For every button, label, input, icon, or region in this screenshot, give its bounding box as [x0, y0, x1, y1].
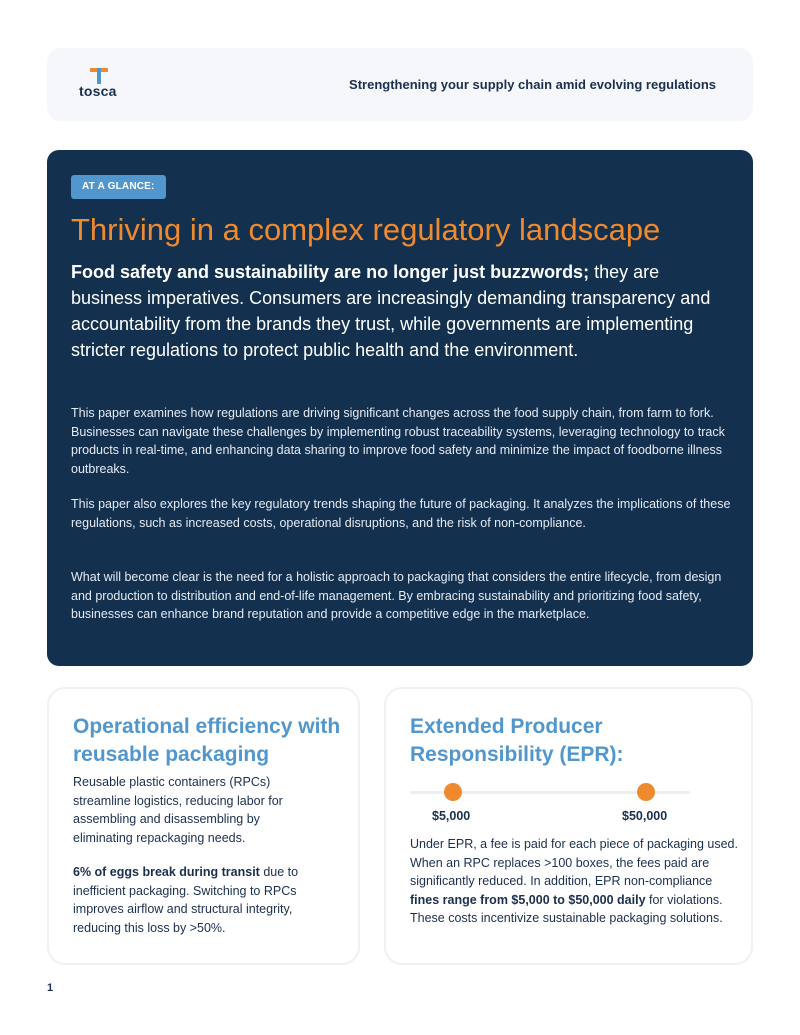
hero-paragraph-3: What will become clear is the need for a holistic approach to packaging that considers the entire lifecycle, from design and production to distribution and end-of-life management. By embracing sustainability and prioritizing food safety, businesses can enhance brand reputation and provide a competitive edge in the marketplace. [71, 570, 722, 621]
epr-card [384, 687, 753, 965]
hero-paragraph-1: This paper examines how regulations are driving significant changes across the food supply chain, from farm to fork. Businesses can navigate these challenges by implementing robust traceability systems, leveraging technology to track products in real-time, and enhancing data sharing to improve food safety and minimize the impact of foodborne illness outbreaks. [71, 406, 725, 476]
reusable-packaging-card [47, 687, 360, 965]
hero-paragraph-2: This paper also explores the key regulatory trends shaping the future of packaging. It analyzes the implications of these regulations, such as increased costs, operational disruptions, and the risk of non-compliance. [71, 497, 731, 530]
tosca-logo [79, 63, 129, 103]
page-number: 1 [47, 982, 54, 994]
epr-fine-range: fines range from $5,000 to $50,000 daily [410, 892, 646, 907]
epr-title: Extended Producer Responsibility (EPR): [410, 715, 624, 766]
epr-text-start: Under EPR, a fee is paid for each piece of packaging used. When an RPC replaces >100 boxes, the fees paid are significantly reduced. In addition, EPR non-compliance [410, 837, 738, 888]
fine-max-marker [637, 783, 655, 801]
hero-lead-bold: Food safety and sustainability are no longer just buzzwords; [71, 262, 590, 282]
fine-min-label: $5,000 [432, 809, 471, 823]
epr-text [410, 835, 740, 928]
fine-max-label: $50,000 [622, 809, 668, 823]
hero-lead [71, 259, 721, 363]
header-tagline: Strengthening your supply chain amid evolving regulations [349, 77, 716, 92]
egg-breakage-text [73, 863, 323, 937]
hero-title: Thriving in a complex regulatory landscape [71, 212, 661, 247]
egg-breakage-rest: due to inefficient packaging. Switching to RPCs improves airflow and structural integrity, reducing this loss by >50%. [73, 865, 299, 935]
reusable-packaging-text: Reusable plastic containers (RPCs) streamline logistics, reducing labor for assembling and disassembling by eliminating repackaging needs. [73, 775, 283, 845]
logo-text: tosca [79, 83, 117, 99]
header-banner [47, 48, 753, 121]
hero-lead-rest: they are business imperatives. Consumers are increasingly demanding transparency and accountability from the brands they trust, while governments are implementing stricter regulations to protect public health and the environment. [71, 262, 711, 360]
reusable-packaging-title: Operational efficiency with reusable packaging [73, 715, 341, 766]
at-a-glance-badge: AT A GLANCE: [71, 175, 166, 199]
fine-range-graphic [410, 781, 690, 821]
at-a-glance-section [47, 150, 753, 666]
fine-min-marker [444, 783, 462, 801]
egg-breakage-stat: 6% of eggs break during transit [73, 865, 260, 879]
epr-text-end: for violations. These costs incentivize sustainable packaging solutions. [410, 892, 723, 925]
